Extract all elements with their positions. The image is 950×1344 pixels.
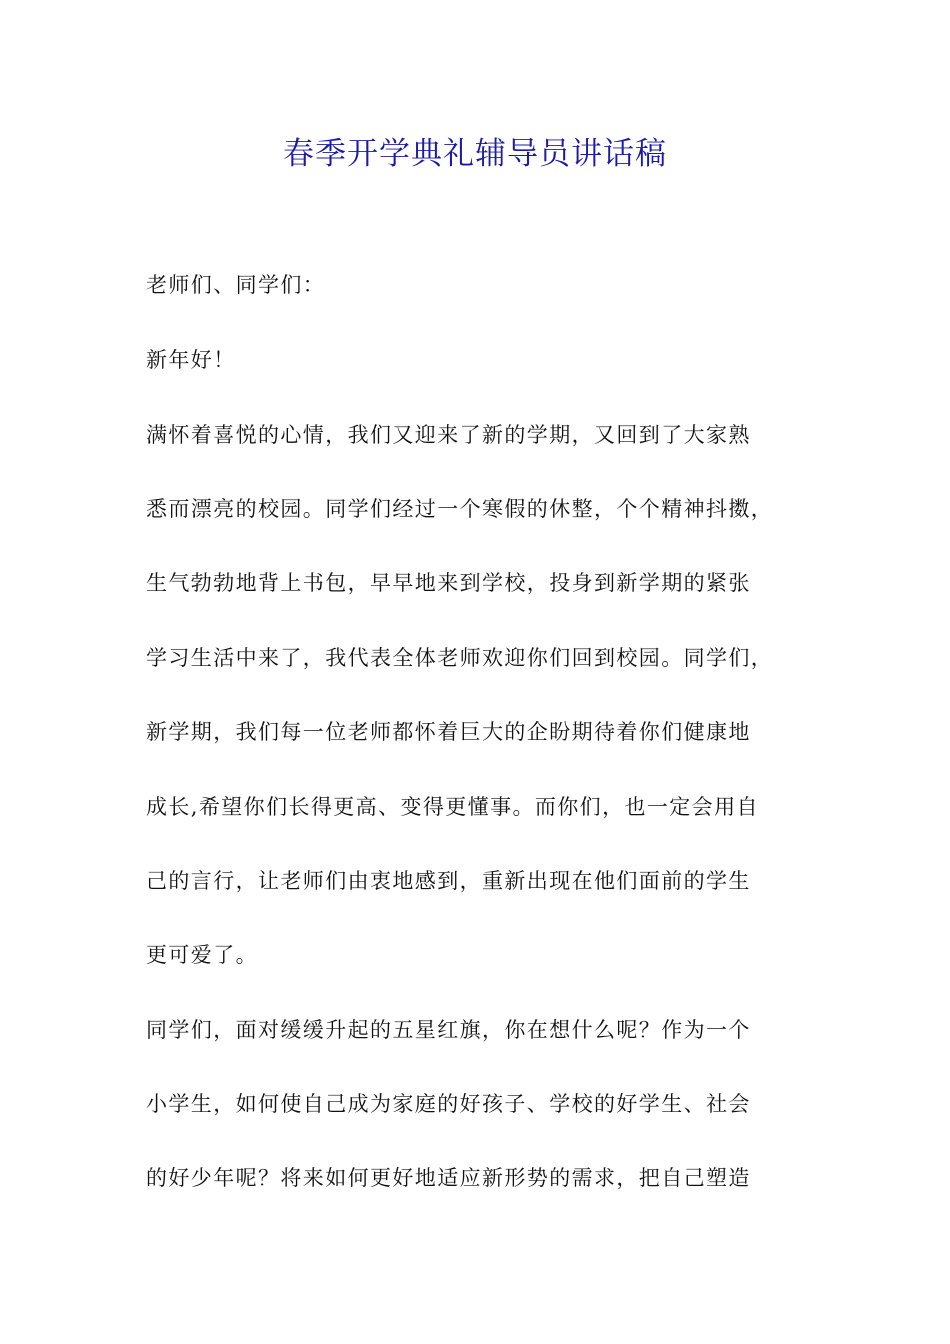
greeting: 新年好！: [146, 348, 236, 372]
salutation: 老师们、同学们：: [146, 273, 326, 297]
paragraph-line: 己的言行，让老师们由衷地感到，重新出现在他们面前的学生: [146, 869, 751, 893]
paragraph-line: 的好少年呢？将来如何更好地适应新形势的需求，把自己塑造: [146, 1166, 751, 1190]
paragraph-line: 小学生，如何使自己成为家庭的好孩子、学校的好学生、社会: [146, 1092, 751, 1116]
paragraph-line: 满怀着喜悦的心情，我们又迎来了新的学期，又回到了大家熟: [146, 423, 751, 447]
paragraph-line: 生气勃勃地背上书包，早早地来到学校，投身到新学期的紧张: [146, 571, 751, 595]
document-title: 春季开学典礼辅导员讲话稿: [283, 136, 667, 172]
paragraph-line: 成长,希望你们长得更高、变得更懂事。而你们，也一定会用自: [146, 795, 759, 819]
paragraph-line: 学习生活中来了，我代表全体老师欢迎你们回到校园。同学们，: [146, 646, 774, 670]
paragraph-line: 同学们，面对缓缓升起的五星红旗，你在想什么呢？作为一个: [146, 1018, 751, 1042]
paragraph-line: 更可爱了。: [146, 943, 258, 967]
paragraph-line: 悉而漂亮的校园。同学们经过一个寒假的休整，个个精神抖擞，: [146, 497, 774, 521]
paragraph-line: 新学期，我们每一位老师都怀着巨大的企盼期待着你们健康地: [146, 720, 751, 744]
